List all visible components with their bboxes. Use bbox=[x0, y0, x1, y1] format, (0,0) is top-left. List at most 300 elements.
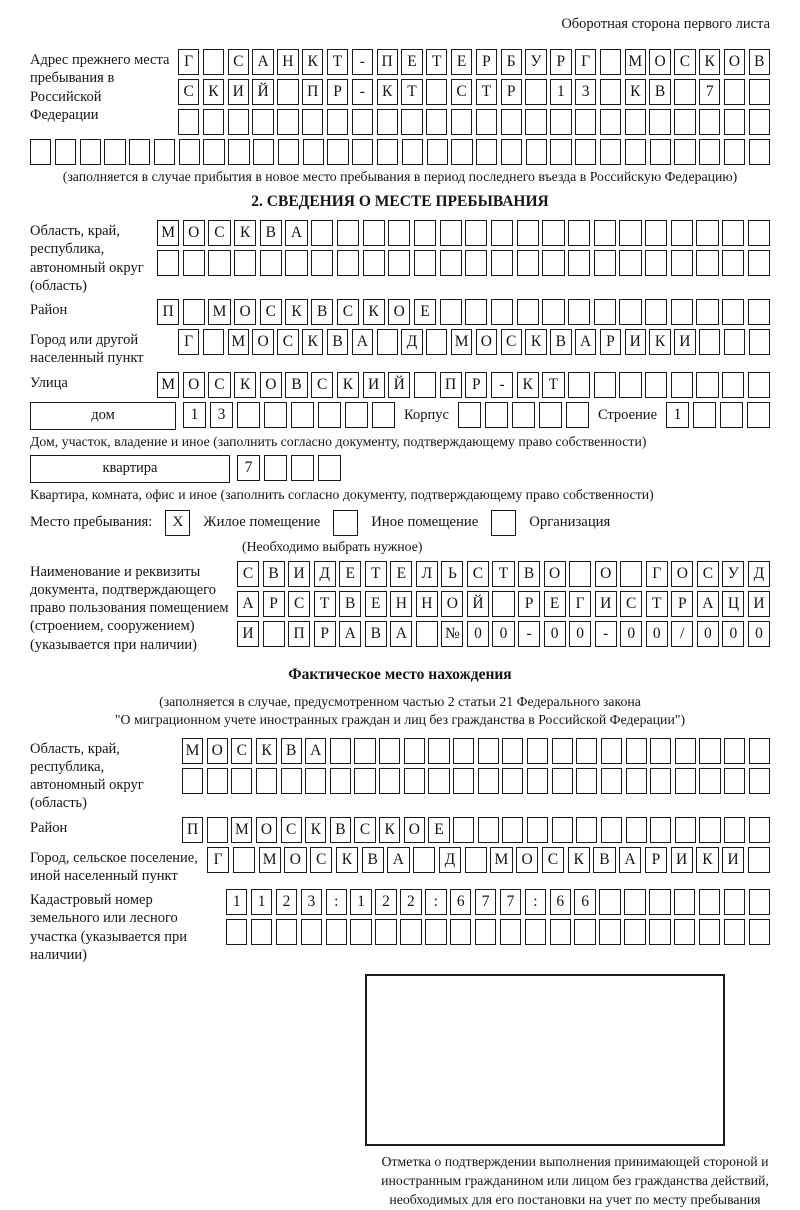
char-box: К bbox=[285, 299, 307, 325]
char-box: О bbox=[671, 561, 693, 587]
char-box: 2 bbox=[375, 889, 396, 915]
actual-region-rows bbox=[182, 738, 770, 794]
char-box: Д bbox=[748, 561, 770, 587]
char-box: И bbox=[363, 372, 385, 398]
char-box bbox=[601, 738, 622, 764]
region-label: Область, край, республика, автономный округ (область) bbox=[30, 223, 144, 294]
char-box bbox=[154, 139, 175, 165]
char-box: Е bbox=[544, 591, 566, 617]
char-box bbox=[377, 139, 398, 165]
char-box bbox=[327, 139, 348, 165]
char-box bbox=[207, 768, 228, 794]
char-box bbox=[576, 738, 597, 764]
char-box: М bbox=[451, 329, 472, 355]
char-box bbox=[277, 109, 298, 135]
char-box bbox=[720, 402, 743, 428]
char-box: Р bbox=[476, 49, 497, 75]
checkbox-organizaciya bbox=[491, 510, 516, 536]
char-box bbox=[400, 919, 421, 945]
char-box: К bbox=[625, 79, 646, 105]
char-box bbox=[619, 299, 641, 325]
char-row bbox=[237, 621, 770, 647]
char-box bbox=[542, 250, 564, 276]
house-caption: Дом, участок, владение и иное (заполнить согласно документу, подтверждающему право собственности) bbox=[30, 433, 647, 449]
actual-region-block bbox=[30, 738, 770, 813]
char-box bbox=[724, 768, 745, 794]
char-box: С bbox=[542, 847, 564, 873]
apartment-row bbox=[30, 455, 770, 483]
char-box bbox=[318, 455, 341, 481]
char-box bbox=[601, 768, 622, 794]
char-box: К bbox=[379, 817, 400, 843]
char-box: 0 bbox=[697, 621, 719, 647]
char-box bbox=[426, 79, 447, 105]
char-box bbox=[693, 402, 716, 428]
char-box: 1 bbox=[350, 889, 371, 915]
char-box: 7 bbox=[475, 889, 496, 915]
char-box: Р bbox=[263, 591, 285, 617]
char-box bbox=[377, 329, 398, 355]
char-box bbox=[674, 889, 695, 915]
char-row bbox=[182, 817, 770, 843]
char-box: Т bbox=[426, 49, 447, 75]
char-box: А bbox=[390, 621, 412, 647]
prev-address-block bbox=[30, 49, 770, 135]
char-box bbox=[183, 299, 205, 325]
char-box bbox=[491, 299, 513, 325]
char-box: И bbox=[237, 621, 259, 647]
char-box bbox=[749, 919, 770, 945]
checkbox-inoe bbox=[333, 510, 358, 536]
char-box bbox=[450, 919, 471, 945]
char-box bbox=[749, 768, 770, 794]
char-box: П bbox=[288, 621, 310, 647]
char-box: Е bbox=[451, 49, 472, 75]
char-box: К bbox=[203, 79, 224, 105]
char-box bbox=[264, 402, 287, 428]
char-box: С bbox=[501, 329, 522, 355]
char-box bbox=[699, 109, 720, 135]
char-box bbox=[568, 250, 590, 276]
char-row bbox=[178, 79, 770, 105]
char-box bbox=[599, 889, 620, 915]
char-box bbox=[388, 250, 410, 276]
char-box bbox=[696, 372, 718, 398]
char-box: 1 bbox=[251, 889, 272, 915]
region-block bbox=[30, 220, 770, 295]
char-box bbox=[80, 139, 101, 165]
char-box bbox=[428, 768, 449, 794]
char-box bbox=[363, 220, 385, 246]
document-rows bbox=[237, 561, 770, 647]
char-box: О bbox=[516, 847, 538, 873]
char-box bbox=[566, 402, 589, 428]
char-box bbox=[724, 738, 745, 764]
char-box: О bbox=[260, 372, 282, 398]
char-box: - bbox=[518, 621, 540, 647]
char-box bbox=[645, 299, 667, 325]
char-box bbox=[525, 79, 546, 105]
char-box: 0 bbox=[646, 621, 668, 647]
char-box bbox=[626, 817, 647, 843]
char-box bbox=[699, 738, 720, 764]
char-box: М bbox=[208, 299, 230, 325]
char-box bbox=[749, 139, 770, 165]
char-box bbox=[749, 109, 770, 135]
char-box: Т bbox=[401, 79, 422, 105]
char-box bbox=[440, 250, 462, 276]
char-box: М bbox=[228, 329, 249, 355]
char-box bbox=[30, 139, 51, 165]
char-box: 7 bbox=[237, 455, 260, 481]
char-box bbox=[650, 768, 671, 794]
district-block bbox=[30, 299, 770, 325]
char-box bbox=[326, 919, 347, 945]
char-box bbox=[722, 220, 744, 246]
char-box bbox=[699, 817, 720, 843]
char-box: С bbox=[311, 372, 333, 398]
region-rows bbox=[157, 220, 770, 276]
char-box bbox=[517, 220, 539, 246]
char-box: С bbox=[178, 79, 199, 105]
char-box bbox=[428, 738, 449, 764]
char-box bbox=[722, 372, 744, 398]
char-box: - bbox=[352, 49, 373, 75]
char-box: 0 bbox=[544, 621, 566, 647]
char-box bbox=[237, 402, 260, 428]
char-box: И bbox=[722, 847, 744, 873]
char-row bbox=[157, 299, 770, 325]
actual-location-caption-line2: "О миграционном учете иностранных граждан и лиц без гражданства в Российской Федерации") bbox=[114, 712, 686, 728]
char-box bbox=[345, 402, 368, 428]
char-box bbox=[600, 79, 621, 105]
char-box: 6 bbox=[450, 889, 471, 915]
char-box bbox=[207, 817, 228, 843]
char-box: 0 bbox=[467, 621, 489, 647]
stamp-area-box bbox=[365, 974, 725, 1146]
char-box bbox=[724, 817, 745, 843]
char-box: 6 bbox=[574, 889, 595, 915]
char-box bbox=[552, 738, 573, 764]
char-box: С bbox=[310, 847, 332, 873]
char-box: В bbox=[362, 847, 384, 873]
char-box bbox=[501, 109, 522, 135]
char-box: Р bbox=[518, 591, 540, 617]
stay-type-label: Место пребывания: bbox=[30, 514, 153, 531]
char-box bbox=[203, 49, 224, 75]
char-box: О bbox=[388, 299, 410, 325]
char-box bbox=[594, 250, 616, 276]
stay-type-row bbox=[30, 510, 770, 536]
char-box bbox=[203, 139, 224, 165]
char-box bbox=[550, 109, 571, 135]
char-box bbox=[674, 139, 695, 165]
char-box: В bbox=[281, 738, 302, 764]
char-box bbox=[354, 768, 375, 794]
char-box bbox=[527, 768, 548, 794]
char-box bbox=[491, 250, 513, 276]
char-box bbox=[550, 139, 571, 165]
char-box bbox=[671, 250, 693, 276]
char-box: № bbox=[441, 621, 463, 647]
char-box: С bbox=[281, 817, 302, 843]
actual-region-label: Область, край, республика, автономный округ (область) bbox=[30, 740, 144, 812]
char-box: С bbox=[277, 329, 298, 355]
char-box: И bbox=[748, 591, 770, 617]
char-box: И bbox=[595, 591, 617, 617]
korpus-row bbox=[458, 402, 589, 430]
char-box: : bbox=[326, 889, 347, 915]
char-box: 0 bbox=[569, 621, 591, 647]
char-box: Е bbox=[390, 561, 412, 587]
char-box bbox=[748, 220, 770, 246]
char-box: Д bbox=[401, 329, 422, 355]
char-box: С bbox=[208, 372, 230, 398]
char-box bbox=[699, 919, 720, 945]
char-box bbox=[724, 919, 745, 945]
char-box bbox=[311, 220, 333, 246]
char-box: Б bbox=[501, 49, 522, 75]
char-box bbox=[281, 768, 302, 794]
char-box: 2 bbox=[276, 889, 297, 915]
char-box: С bbox=[354, 817, 375, 843]
char-box bbox=[649, 109, 670, 135]
char-box: М bbox=[157, 220, 179, 246]
char-box: О bbox=[544, 561, 566, 587]
char-box bbox=[388, 220, 410, 246]
char-box bbox=[699, 768, 720, 794]
char-box bbox=[696, 250, 718, 276]
stamp-caption: Отметка о подтверждении выполнения принимающей стороной и иностранным гражданином или лицом без гражданства действий, необходимых для его постановки на учет по месту пребывания bbox=[381, 1154, 769, 1207]
char-box bbox=[626, 768, 647, 794]
char-box bbox=[525, 109, 546, 135]
char-box: А bbox=[575, 329, 596, 355]
char-box: 6 bbox=[550, 889, 571, 915]
stay-option-label-zhiloe: Жилое помещение bbox=[203, 514, 321, 531]
char-box bbox=[354, 738, 375, 764]
char-box: Т bbox=[476, 79, 497, 105]
char-box: О bbox=[183, 220, 205, 246]
char-box bbox=[619, 220, 641, 246]
char-box bbox=[517, 299, 539, 325]
char-box: Г bbox=[575, 49, 596, 75]
char-box: А bbox=[252, 49, 273, 75]
char-box: О bbox=[476, 329, 497, 355]
char-box bbox=[253, 139, 274, 165]
char-box: - bbox=[352, 79, 373, 105]
char-box: М bbox=[231, 817, 252, 843]
char-box: М bbox=[259, 847, 281, 873]
char-box: К bbox=[305, 817, 326, 843]
char-box bbox=[179, 139, 200, 165]
char-row-full-width bbox=[30, 139, 770, 165]
char-box bbox=[183, 250, 205, 276]
char-box bbox=[500, 919, 521, 945]
char-box bbox=[426, 109, 447, 135]
char-box bbox=[675, 768, 696, 794]
char-box bbox=[226, 919, 247, 945]
char-box bbox=[337, 250, 359, 276]
prev-address-caption: (заполняется в случае прибытия в новое место пребывания в период последнего въезда в Российскую Федерацию) bbox=[62, 169, 738, 184]
char-box bbox=[576, 768, 597, 794]
char-box bbox=[276, 919, 297, 945]
char-box bbox=[263, 621, 285, 647]
char-box: 0 bbox=[492, 621, 514, 647]
char-box: Т bbox=[542, 372, 564, 398]
char-box: 3 bbox=[210, 402, 233, 428]
char-box: С bbox=[208, 220, 230, 246]
char-box bbox=[675, 738, 696, 764]
char-box: Г bbox=[178, 49, 199, 75]
char-box: - bbox=[595, 621, 617, 647]
char-box bbox=[465, 299, 487, 325]
stroenie-row bbox=[666, 402, 770, 430]
char-box: В bbox=[550, 329, 571, 355]
char-box: К bbox=[302, 329, 323, 355]
char-box bbox=[699, 139, 720, 165]
char-box bbox=[568, 299, 590, 325]
char-box bbox=[502, 738, 523, 764]
char-box: Р bbox=[465, 372, 487, 398]
char-row bbox=[157, 372, 770, 398]
char-box: С bbox=[228, 49, 249, 75]
char-box bbox=[724, 109, 745, 135]
char-box: А bbox=[352, 329, 373, 355]
char-box bbox=[465, 250, 487, 276]
char-box: В bbox=[311, 299, 333, 325]
char-box: Н bbox=[390, 591, 412, 617]
char-box bbox=[574, 919, 595, 945]
char-box: О bbox=[649, 49, 670, 75]
char-box bbox=[203, 329, 224, 355]
char-box: К bbox=[363, 299, 385, 325]
char-box: А bbox=[697, 591, 719, 617]
char-box bbox=[645, 372, 667, 398]
char-box bbox=[453, 817, 474, 843]
char-box bbox=[699, 889, 720, 915]
char-box bbox=[303, 139, 324, 165]
char-box bbox=[228, 139, 249, 165]
char-box bbox=[649, 889, 670, 915]
char-box: Е bbox=[365, 591, 387, 617]
cadastral-block bbox=[30, 889, 770, 964]
cadastral-rows bbox=[226, 889, 770, 945]
char-box bbox=[256, 768, 277, 794]
checkbox-zhiloe: X bbox=[165, 510, 190, 536]
char-row bbox=[182, 738, 770, 764]
char-box bbox=[502, 817, 523, 843]
char-box bbox=[749, 817, 770, 843]
char-row bbox=[178, 109, 770, 135]
char-box bbox=[453, 768, 474, 794]
actual-district-label: Район bbox=[30, 819, 68, 836]
char-box bbox=[674, 919, 695, 945]
char-box bbox=[749, 738, 770, 764]
char-box bbox=[645, 220, 667, 246]
char-box bbox=[600, 49, 621, 75]
apartment-label-box: квартира bbox=[30, 455, 230, 483]
char-box bbox=[404, 768, 425, 794]
char-box: Р bbox=[645, 847, 667, 873]
char-box bbox=[453, 738, 474, 764]
char-box: В bbox=[330, 817, 351, 843]
actual-location-caption-line1: (заполняется в случае, предусмотренном частью 2 статьи 21 Федерального закона bbox=[159, 693, 641, 709]
char-box: Т bbox=[365, 561, 387, 587]
char-box bbox=[478, 768, 499, 794]
char-box bbox=[476, 109, 497, 135]
char-box bbox=[291, 402, 314, 428]
char-box bbox=[302, 109, 323, 135]
char-box bbox=[414, 220, 436, 246]
char-box bbox=[228, 109, 249, 135]
char-box: В bbox=[593, 847, 615, 873]
char-box: К bbox=[337, 372, 359, 398]
char-box bbox=[650, 139, 671, 165]
char-box: И bbox=[671, 847, 693, 873]
char-box bbox=[526, 139, 547, 165]
char-box bbox=[722, 250, 744, 276]
char-box bbox=[575, 139, 596, 165]
cadastral-label: Кадастровый номер земельного или лесного участка (указывается при наличии) bbox=[30, 892, 187, 963]
char-box: С bbox=[260, 299, 282, 325]
char-box: / bbox=[671, 621, 693, 647]
char-box: Е bbox=[428, 817, 449, 843]
char-box: К bbox=[336, 847, 358, 873]
char-box: Р bbox=[327, 79, 348, 105]
char-box: В bbox=[327, 329, 348, 355]
char-box: А bbox=[339, 621, 361, 647]
char-box: О bbox=[724, 49, 745, 75]
char-row bbox=[207, 847, 770, 873]
char-box bbox=[645, 250, 667, 276]
char-row bbox=[237, 561, 770, 587]
char-box bbox=[451, 109, 472, 135]
char-box bbox=[748, 299, 770, 325]
char-box: П bbox=[182, 817, 203, 843]
char-box bbox=[749, 329, 770, 355]
char-box bbox=[330, 768, 351, 794]
char-box: : bbox=[525, 889, 546, 915]
city-block bbox=[30, 329, 770, 368]
char-box bbox=[512, 402, 535, 428]
char-box: А bbox=[285, 220, 307, 246]
char-box bbox=[594, 299, 616, 325]
char-box: С bbox=[467, 561, 489, 587]
char-box: В bbox=[518, 561, 540, 587]
char-box: С bbox=[620, 591, 642, 617]
char-box bbox=[625, 109, 646, 135]
actual-city-block bbox=[30, 847, 770, 886]
char-box: К bbox=[234, 220, 256, 246]
char-box bbox=[375, 919, 396, 945]
char-box bbox=[696, 220, 718, 246]
prev-address-label: Адрес прежнего места пребывания в Российской Федерации bbox=[30, 52, 170, 123]
char-box bbox=[377, 109, 398, 135]
char-box bbox=[352, 139, 373, 165]
char-box bbox=[416, 621, 438, 647]
char-box bbox=[203, 109, 224, 135]
stay-option-label-organizaciya: Организация bbox=[529, 514, 611, 531]
char-box: П bbox=[157, 299, 179, 325]
char-box bbox=[550, 919, 571, 945]
char-box bbox=[650, 817, 671, 843]
char-box: Р bbox=[600, 329, 621, 355]
char-box: Р bbox=[314, 621, 336, 647]
char-box: В bbox=[285, 372, 307, 398]
char-box bbox=[404, 738, 425, 764]
house-number-row bbox=[183, 402, 395, 430]
char-box: О bbox=[256, 817, 277, 843]
